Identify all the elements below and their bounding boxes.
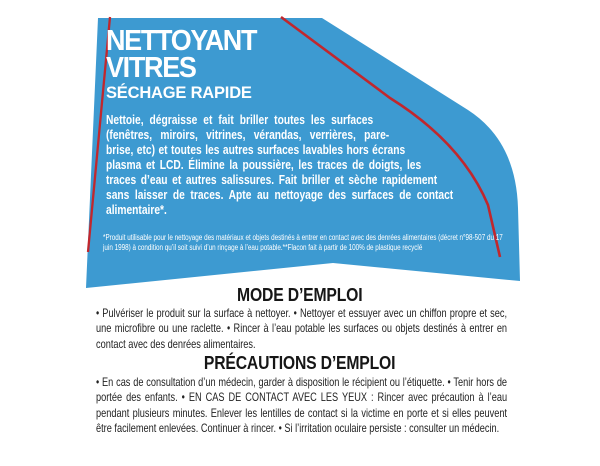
legal-footnote: *Produit utilisable pour le nettoyage des matériaux et objets destinés à entrer en contact avec des denrées alimentaires (décret n°98-507 du 17 juin 1998) à condition qu’il soit suivi d’un rinçage à l’eau potable.**Flacon fait à partir de 100% de plastique recyclé — [103, 233, 503, 252]
product-title-line2: VITRES — [106, 52, 196, 84]
section-body-mode-demploi: • Pulvériser le produit sur la surface à nettoyer. • Nettoyer et essuyer avec un chiffon propre et sec, une microfibre ou une raclette. • Rincer à l’eau potable les surfaces ou objets destinés à entrer en contact avec des denrées alimentaires. — [96, 306, 508, 351]
product-title-line1: NETTOYANT — [106, 25, 257, 57]
section-heading-text: MODE D’EMPLOI — [237, 284, 363, 305]
section-heading-text: PRÉCAUTIONS D’EMPLOI — [204, 352, 396, 373]
section-body-precautions-demploi: • En cas de consultation d’un médecin, garder à disposition le récipient ou l’étiquette. • Tenir hors de portée des enfants. • EN CAS DE CONTACT AVEC LES YEUX : Rincer avec précaution à l’eau pendant plusieurs minutes. Enlever les lentilles de contact si la victime en porte et si elles peuvent être facilement enlevées. Continuer à rincer. • Si l’irritation oculaire persiste : consulter un médecin. — [96, 375, 508, 436]
section-heading-mode-demploi — [90, 284, 510, 306]
product-description — [106, 112, 476, 217]
section-heading-precautions-demploi — [90, 352, 510, 374]
product-title — [106, 25, 267, 104]
product-description-text: Nettoie, dégraisse et fait briller toutes les surfaces (fenêtres, miroirs, vitrines, vérandas, verrières, pare-brise, etc) et toutes les autres surfaces lavables hors écrans plasma et LCD. Élimine la poussière, les traces de doigts, les traces d’eau et autres salissures. Fait briller et sèche rapidement sans laisser de traces. Apte au nettoyage des surfaces de contact alimentaire*. — [106, 112, 454, 217]
product-subtitle: SÉCHAGE RAPIDE — [106, 83, 252, 102]
